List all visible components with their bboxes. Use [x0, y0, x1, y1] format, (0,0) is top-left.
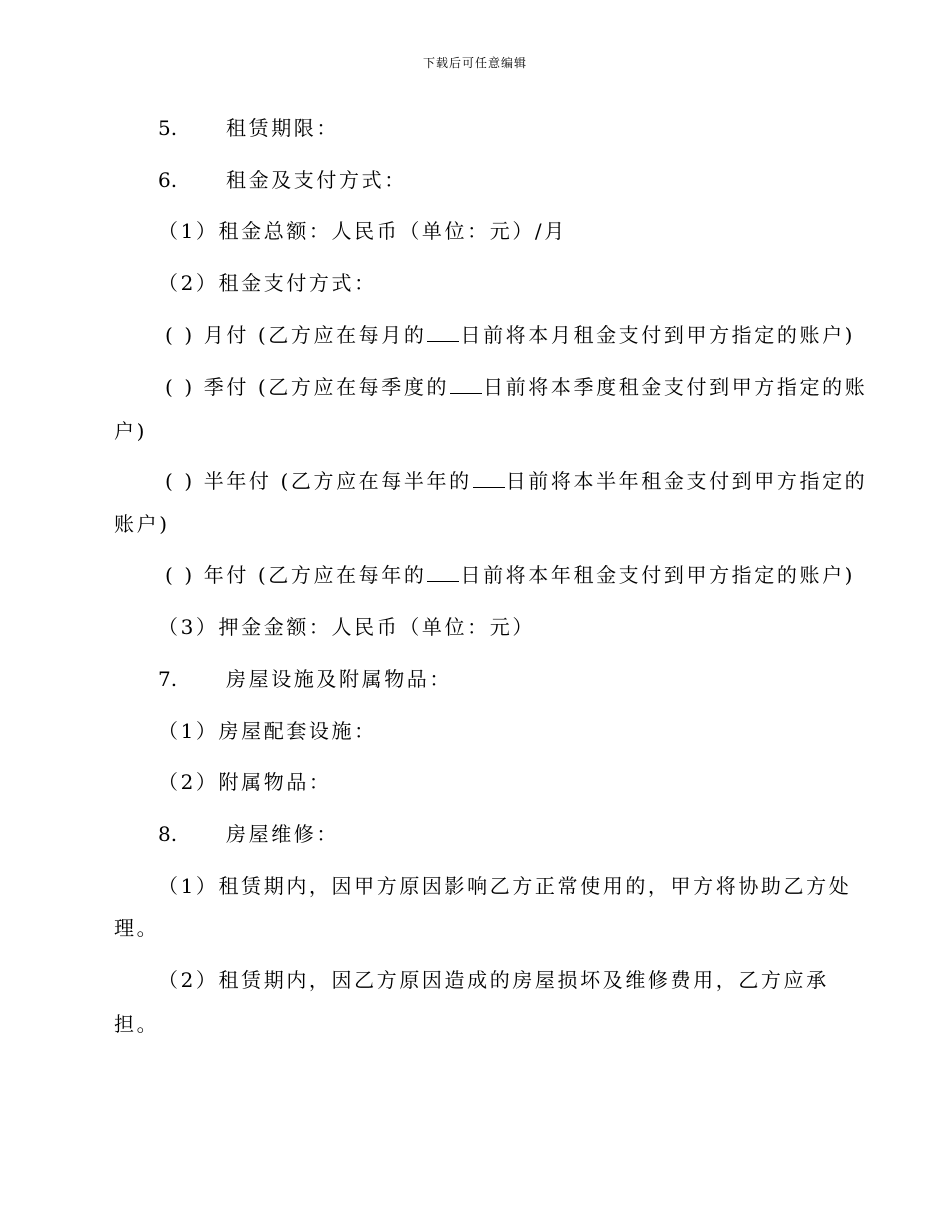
option-yearly-text-b: 日前将本年租金支付到甲方指定的账户) [460, 563, 856, 587]
item-6-title: 租金及支付方式： [226, 168, 407, 192]
halfyear-day-blank [473, 469, 505, 488]
option-halfyear [165, 468, 867, 494]
item-6-number: 6. [158, 168, 178, 192]
item-8-heading [158, 821, 339, 847]
item-7-number: 7. [158, 667, 178, 691]
option-halfyear-wrap: 账户) [114, 512, 170, 536]
monthly-day-blank [427, 323, 459, 342]
accessories-line: （2）附属物品： [158, 770, 332, 794]
option-quarterly [165, 374, 867, 400]
item-8-title: 房屋维修： [226, 822, 339, 846]
item-5-title: 租赁期限： [226, 116, 339, 140]
option-halfyear-text-a: ( ) 半年付 (乙方应在每半年的 [165, 469, 472, 493]
page-header: 下载后可任意编辑 [422, 56, 527, 70]
item-7-heading [158, 666, 452, 692]
payment-method-line: （2）租金支付方式： [158, 271, 377, 295]
repair-clause-1-wrap: 理。 [114, 916, 160, 940]
facilities-line: （1）房屋配套设施： [158, 719, 377, 743]
option-quarterly-text-a: ( ) 季付 (乙方应在每季度的 [165, 375, 450, 399]
option-yearly-text-a: ( ) 年付 (乙方应在每年的 [165, 563, 427, 587]
item-5-heading [158, 115, 339, 141]
repair-clause-2-wrap: 担。 [114, 1012, 160, 1036]
item-8-number: 8. [158, 822, 178, 846]
repair-clause-1: （1）租赁期内，因甲方原因影响乙方正常使用的，甲方将协助乙方处 [158, 874, 852, 898]
repair-clause-2: （2）租赁期内，因乙方原因造成的房屋损坏及维修费用，乙方应承 [158, 968, 829, 992]
rent-total-line: （1）租金总额：人民币（单位：元）/月 [158, 219, 567, 243]
item-5-number: 5. [158, 116, 178, 140]
option-quarterly-wrap: 户) [114, 419, 148, 443]
item-7-title: 房屋设施及附属物品： [226, 667, 452, 691]
option-yearly [165, 562, 855, 588]
option-monthly-text-b: 日前将本月租金支付到甲方指定的账户) [460, 323, 856, 347]
option-monthly-text-a: ( ) 月付 (乙方应在每月的 [165, 323, 427, 347]
yearly-day-blank [427, 563, 459, 582]
option-quarterly-text-b: 日前将本季度租金支付到甲方指定的账 [483, 375, 868, 399]
item-6-heading [158, 167, 407, 193]
quarterly-day-blank [450, 375, 482, 394]
deposit-line: （3）押金金额：人民币（单位：元） [158, 615, 535, 639]
option-halfyear-text-b: 日前将本半年租金支付到甲方指定的 [505, 469, 868, 493]
option-monthly [165, 322, 855, 348]
